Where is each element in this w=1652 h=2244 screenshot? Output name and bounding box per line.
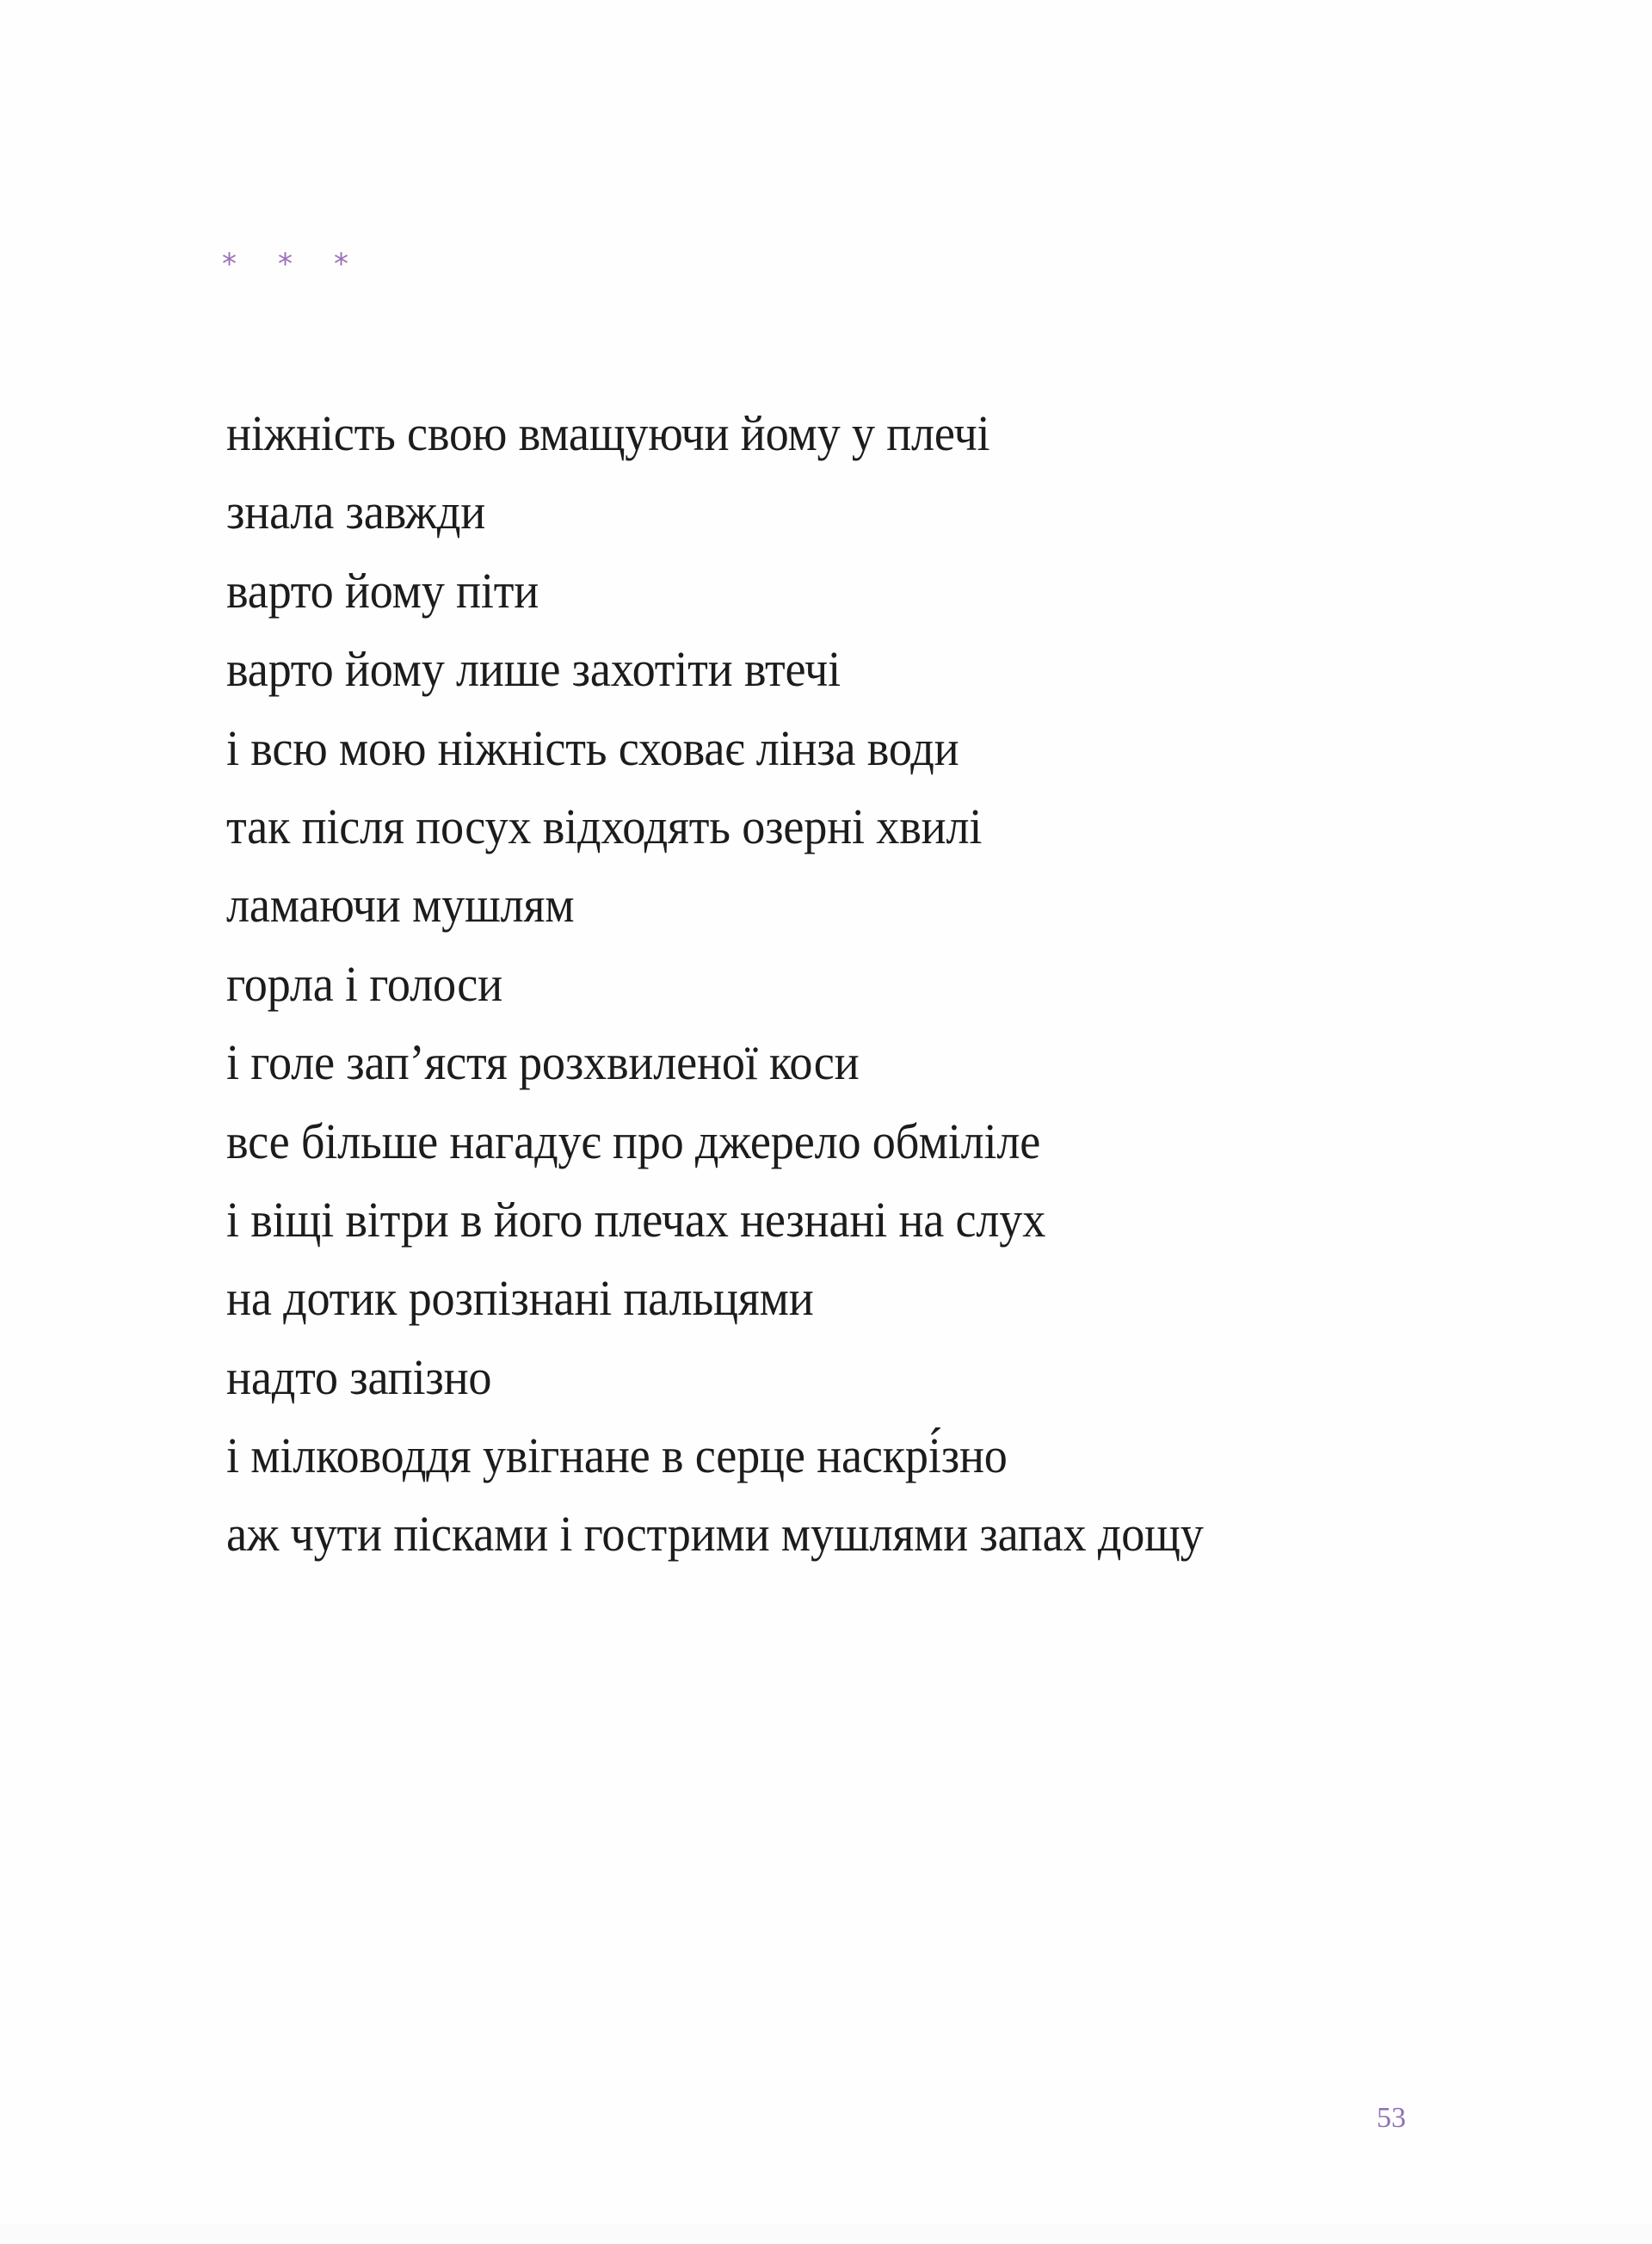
poem-line: так після посух відходять озерні хвилі <box>226 798 983 854</box>
poem-line: знала завжди <box>226 484 486 540</box>
asterisk-icon: * <box>278 247 293 281</box>
poem-line: ніжність свою вмащуючи йому у плечі <box>226 405 990 461</box>
page-number: 53 <box>1377 2102 1406 2134</box>
page-bottom-edge <box>0 2223 1652 2244</box>
poem-line: аж чути пісками і гострими мушлями запах дощу <box>226 1506 1204 1563</box>
poem-line: і віщі вітри в його плечах незнані на слух <box>226 1191 1046 1248</box>
section-break-asterisks <box>222 243 390 286</box>
asterisk-icon: * <box>334 247 348 281</box>
poem-line: і мілководдя увігнане в серце наскрі́зно <box>226 1427 1008 1484</box>
asterisk-icon: * <box>222 247 237 281</box>
poem-line: надто запізно <box>226 1348 492 1405</box>
poem-line: і всю мою ніжність сховає лінза води <box>226 719 959 776</box>
poem-line: і голе зап’ястя розхвиленої коси <box>226 1034 860 1091</box>
poem-line: на дотик розпізнані пальцями <box>226 1270 814 1327</box>
poem-line: варто йому піти <box>226 562 539 619</box>
poem-line: горла і голоси <box>226 955 503 1012</box>
poem-line: все більше нагадує про джерело обміліле <box>226 1113 1041 1169</box>
poem-line: ламаючи мушлям <box>226 877 575 934</box>
poem-text <box>226 394 1272 1574</box>
poem-line: варто йому лише захотіти втечі <box>226 641 841 698</box>
